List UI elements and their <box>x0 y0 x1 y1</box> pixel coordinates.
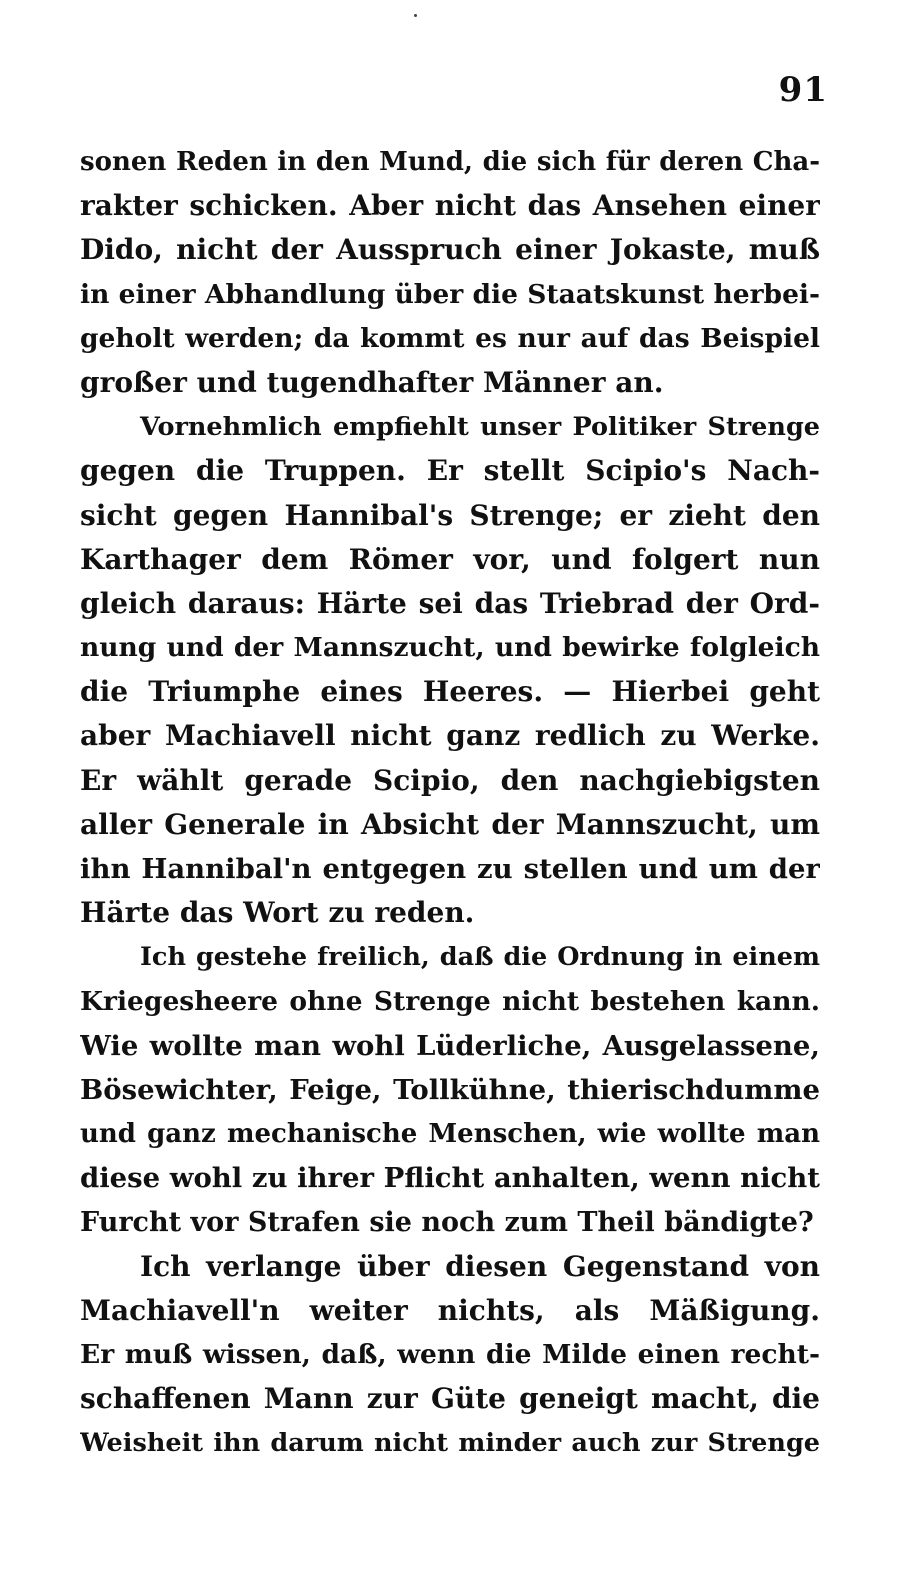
text-line: Vornehmlich empfiehlt unser Politiker Strenge <box>140 412 820 443</box>
text-line: gegen die Truppen. Er stellt Scipio's Nach- <box>80 454 820 488</box>
text-line: die Triumphe eines Heeres. — Hierbei geht <box>80 675 820 709</box>
text-line: Machiavell'n weiter nichts, als Mäßigung. <box>80 1293 820 1327</box>
text-line: Weisheit ihn darum nicht minder auch zur Strenge <box>80 1428 820 1459</box>
text-line: sicht gegen Hannibal's Strenge; er zieht den <box>80 498 820 532</box>
text-line: und ganz mechanische Menschen, wie wollte man <box>80 1119 820 1150</box>
text-line: Ich gestehe freilich, daß die Ordnung in einem <box>140 942 820 973</box>
text-line: Ich verlange über diesen Gegenstand von <box>140 1249 820 1283</box>
text-line: schaffenen Mann zur Güte geneigt macht, die <box>80 1382 820 1416</box>
body-text <box>80 140 820 1466</box>
text-line: Kriegesheere ohne Strenge nicht bestehen kann. <box>80 985 820 1017</box>
text-line: gleich daraus: Härte sei das Triebrad der Ord- <box>80 586 820 620</box>
page-number: 91 <box>778 70 828 110</box>
paper-speck <box>414 14 417 17</box>
text-line: geholt werden; da kommt es nur auf das Beispiel <box>80 322 820 354</box>
text-line: Karthager dem Römer vor, und folgert nun <box>80 542 820 576</box>
text-line: Dido, nicht der Ausspruch einer Jokaste, muß <box>80 233 820 267</box>
text-line: aber Machiavell nicht ganz redlich zu Werke. <box>80 719 820 753</box>
text-line: Furcht vor Strafen sie noch zum Theil bändigte? <box>80 1206 814 1238</box>
text-line: in einer Abhandlung über die Staatskunst herbei- <box>80 278 820 310</box>
text-line: großer und tugendhafter Männer an. <box>80 365 664 399</box>
text-line: aller Generale in Absicht der Mannszucht, um <box>80 807 820 841</box>
text-line: ihn Hannibal'n entgegen zu stellen und um der <box>80 853 820 885</box>
text-line: Wie wollte man wohl Lüderliche, Ausgelassene, <box>80 1029 820 1062</box>
text-line: Härte das Wort zu reden. <box>80 896 475 930</box>
text-line: sonen Reden in den Mund, die sich für deren Cha- <box>80 147 820 177</box>
text-line: rakter schicken. Aber nicht das Ansehen einer <box>80 189 820 223</box>
text-line: nung und der Mannszucht, und bewirke folgleich <box>80 632 820 664</box>
text-line: diese wohl zu ihrer Pflicht anhalten, wenn nicht <box>80 1162 820 1195</box>
text-line: Bösewichter, Feige, Tollkühne, thierischdumme <box>80 1073 820 1106</box>
text-line: Er muß wissen, daß, wenn die Milde einen recht- <box>80 1339 820 1371</box>
text-line: Er wählt gerade Scipio, den nachgiebigsten <box>80 763 820 797</box>
